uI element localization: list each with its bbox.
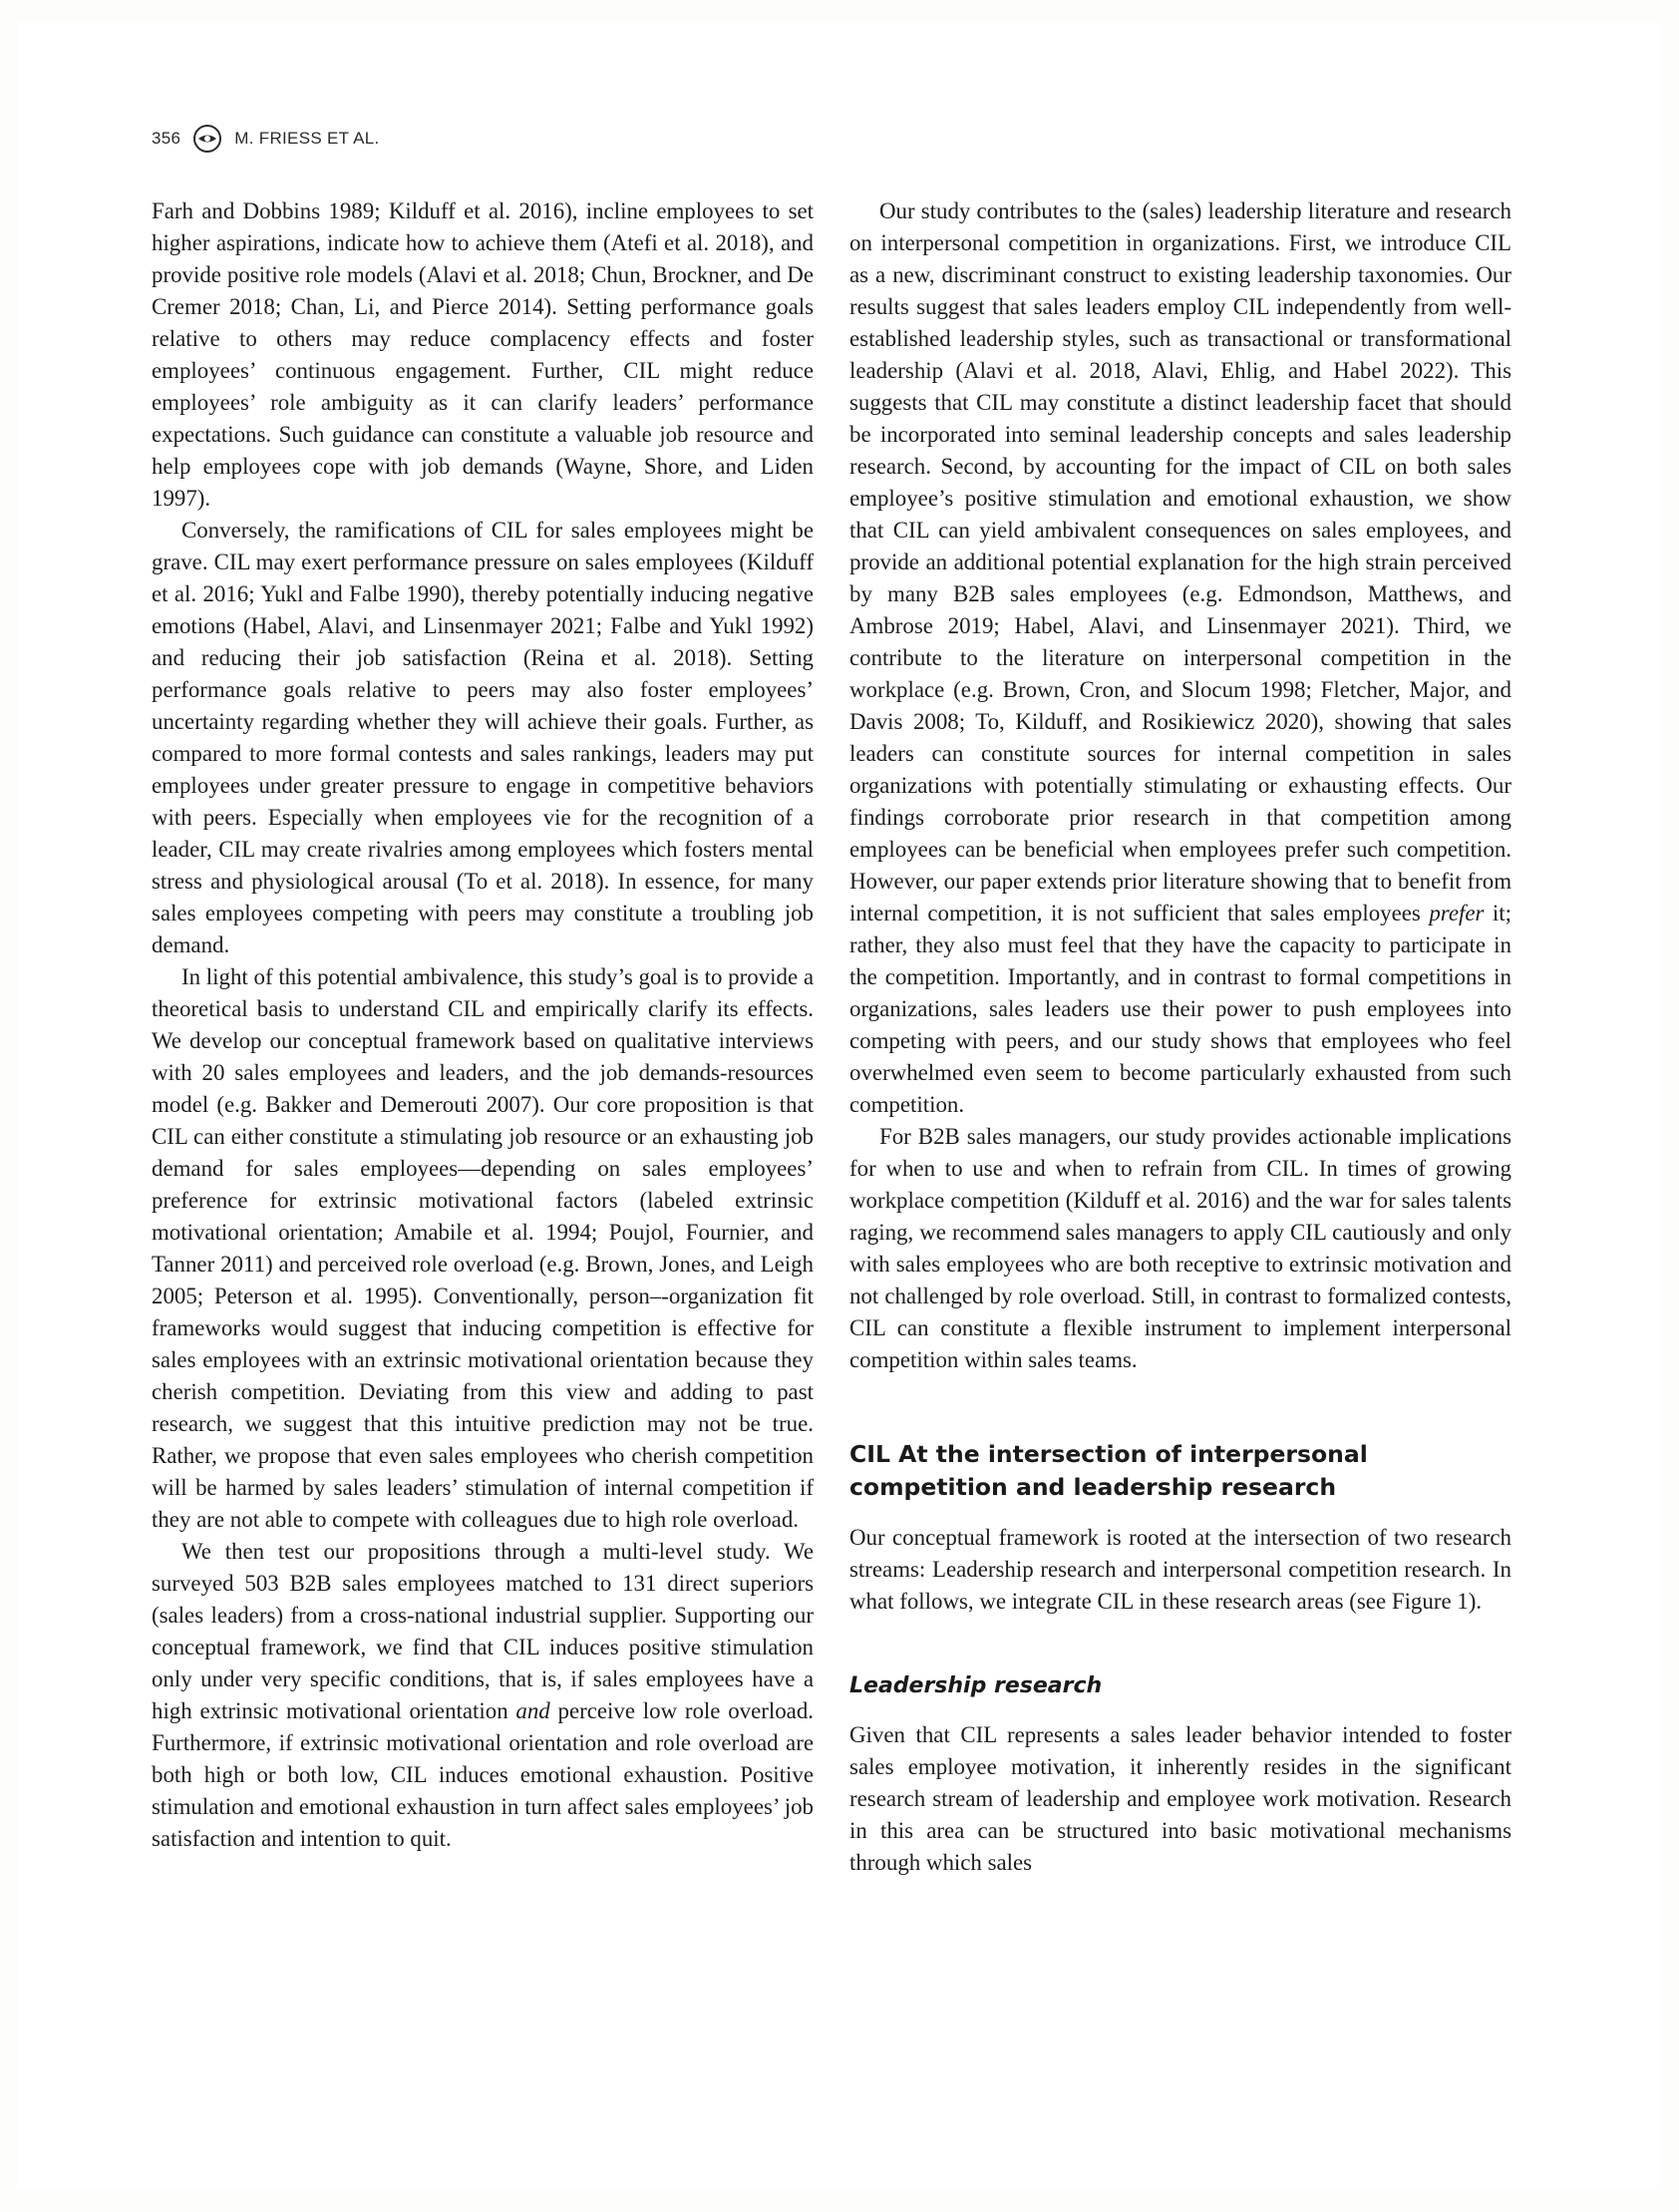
left-paragraph-4-part-2: perceive low role overload. Furthermore, if extrinsic motivational orientation and role overload are both high or both low, CIL induces emotional exhaustion. Positive stimulation and emotional exhaustion in turn affect sales employees’ job satisfaction and intention to quit. xyxy=(152,1698,815,1851)
right-paragraph-3: Our conceptual framework is rooted at the intersection of two research streams: Leadership research and interpersonal competition research. In what follows, we integrate CIL in these research areas (see Figure 1). xyxy=(849,1525,1511,1614)
right-paragraph-2: For B2B sales managers, our study provides actionable implications for when to use and when to refrain from CIL. In times of growing workplace competition (Kilduff et al. 2016) and the war for sales talents raging, we recommend sales managers to apply CIL cautiously and only with sales employees who are both receptive to extrinsic motivation and not challenged by role overload. Still, in contrast to formalized contests, CIL can constitute a flexible instrument to implement interpersonal competition within sales teams. xyxy=(849,1124,1511,1372)
left-paragraph-4-emphasis: and xyxy=(515,1698,550,1723)
subsection-heading: Leadership research xyxy=(849,1673,1103,1698)
right-paragraph-4: Given that CIL represents a sales leader behavior intended to foster sales employee motivation, it inherently resides in the significant research stream of leadership and employee work motivation. Research in this area can be structured into basic motivational mechanisms through which sales xyxy=(849,1722,1511,1875)
right-paragraph-1 xyxy=(849,195,1511,1121)
right-paragraph-1-part-2: it; rather, they also must feel that they have the capacity to participate in the competition. Importantly, and in contrast to formal competitions in organizations, sales leaders use their power to push employees into competing with peers, and our study shows that employees who feel overwhelmed even seem to become particularly exhausted from such competition. xyxy=(849,901,1511,1117)
running-head-authors: M. FRIESS ET AL. xyxy=(234,129,380,148)
page-number: 356 xyxy=(152,129,181,148)
left-paragraph-2: Conversely, the ramifications of CIL for sales employees might be grave. CIL may exert performance pressure on sales employees (Kilduff et al. 2016; Yukl and Falbe 1990), thereby potentially inducing negative emotions (Habel, Alavi, and Linsenmayer 2021; Falbe and Yukl 1992) and reducing their job satisfaction (Reina et al. 2018). Setting performance goals relative to peers may also foster employees’ uncertainty regarding whether they will achieve their goals. Further, as compared to more formal contests and sales rankings, leaders may put employees under greater pressure to engage in competitive behaviors with peers. Especially when employees vie for the recognition of a leader, CIL may create rivalries among employees which fosters mental stress and physiological arousal (To et al. 2018). In essence, for many sales employees competing with peers may constitute a troubling job demand. xyxy=(152,518,814,957)
left-column xyxy=(152,195,814,1855)
left-paragraph-3: In light of this potential ambivalence, this study’s goal is to provide a theoretical basis to understand CIL and empirically clarify its effects. We develop our conceptual framework based on qualitative interviews with 20 sales employees and leaders, and the job demands-resources model (e.g. Bakker and Demerouti 2007). Our core proposition is that CIL can either constitute a stimulating job resource or an exhausting job demand for sales employees—depending on sales employees’ preference for extrinsic motivational factors (labeled extrinsic motivational orientation; Amabile et al. 1994; Poujol, Fournier, and Tanner 2011) and perceived role overload (e.g. Brown, Jones, and Leigh 2005; Peterson et al. 1995). Conventionally, person–-organization fit frameworks would suggest that inducing competition is effective for sales employees with an extrinsic motivational orientation because they cherish competition. Deviating from this view and adding to past research, we suggest that this intuitive prediction may not be true. Rather, we propose that even sales employees who cherish competition will be harmed by sales leaders’ stimulation of internal competition if they are not able to compete with colleagues due to high role overload. xyxy=(152,964,814,1532)
right-paragraph-1-emphasis: prefer xyxy=(1429,901,1485,925)
left-paragraph-4-part-1: We then test our propositions through a multi-level study. We surveyed 503 B2B sales employees matched to 131 direct superiors (sales leaders) from a cross-national industrial supplier. Supporting our conceptual framework, we find that CIL induces positive stimulation only under very specific conditions, that is, if sales employees have a high extrinsic motivational orientation xyxy=(152,1539,814,1723)
publisher-logo-icon xyxy=(192,124,222,154)
running-head xyxy=(152,124,380,154)
left-paragraph-4 xyxy=(152,1536,814,1855)
left-paragraph-1: Farh and Dobbins 1989; Kilduff et al. 2016), incline employees to set higher aspirations, indicate how to achieve them (Atefi et al. 2018), and provide positive role models (Alavi et al. 2018; Chun, Brockner, and De Cremer 2018; Chan, Li, and Pierce 2014). Setting performance goals relative to others may reduce complacency effects and foster employees’ continuous engagement. Further, CIL might reduce employees’ role ambiguity as it can clarify leaders’ performance expectations. Such guidance can constitute a valuable job resource and help employees cope with job demands (Wayne, Shore, and Liden 1997). xyxy=(152,198,814,511)
right-paragraph-1-part-1: Our study contributes to the (sales) leadership literature and research on interpersonal competition in organizations. First, we introduce CIL as a new, discriminant construct to existing leadership taxonomies. Our results suggest that sales leaders employ CIL independently from well-established leadership styles, such as transactional or transformational leadership (Alavi et al. 2018, Alavi, Ehlig, and Habel 2022). This suggests that CIL may constitute a distinct leadership facet that should be incorporated into seminal leadership concepts and sales leadership research. Second, by accounting for the impact of CIL on both sales employee’s positive stimulation and emotional exhaustion, we show that CIL can yield ambivalent consequences on sales employees, and provide an additional potential explanation for the high strain perceived by many B2B sales employees (e.g. Edmondson, Matthews, and Ambrose 2019; Habel, Alavi, and Linsenmayer 2021). Third, we contribute to the literature on interpersonal competition in the workplace (e.g. Brown, Cron, and Slocum 1998; Fletcher, Major, and Davis 2008; To, Kilduff, and Rosikiewicz 2020), showing that sales leaders can constitute sources for internal competition in sales organizations with potentially stimulating or exhausting effects. Our findings corroborate prior research in that competition among employees can be beneficial when employees prefer such competition. However, our paper extends prior literature showing that to benefit from internal competition, it is not sufficient that sales employees xyxy=(849,198,1511,925)
right-column xyxy=(849,195,1511,1879)
section-heading: CIL At the intersection of interpersonal competition and leadership research xyxy=(849,1440,1368,1501)
